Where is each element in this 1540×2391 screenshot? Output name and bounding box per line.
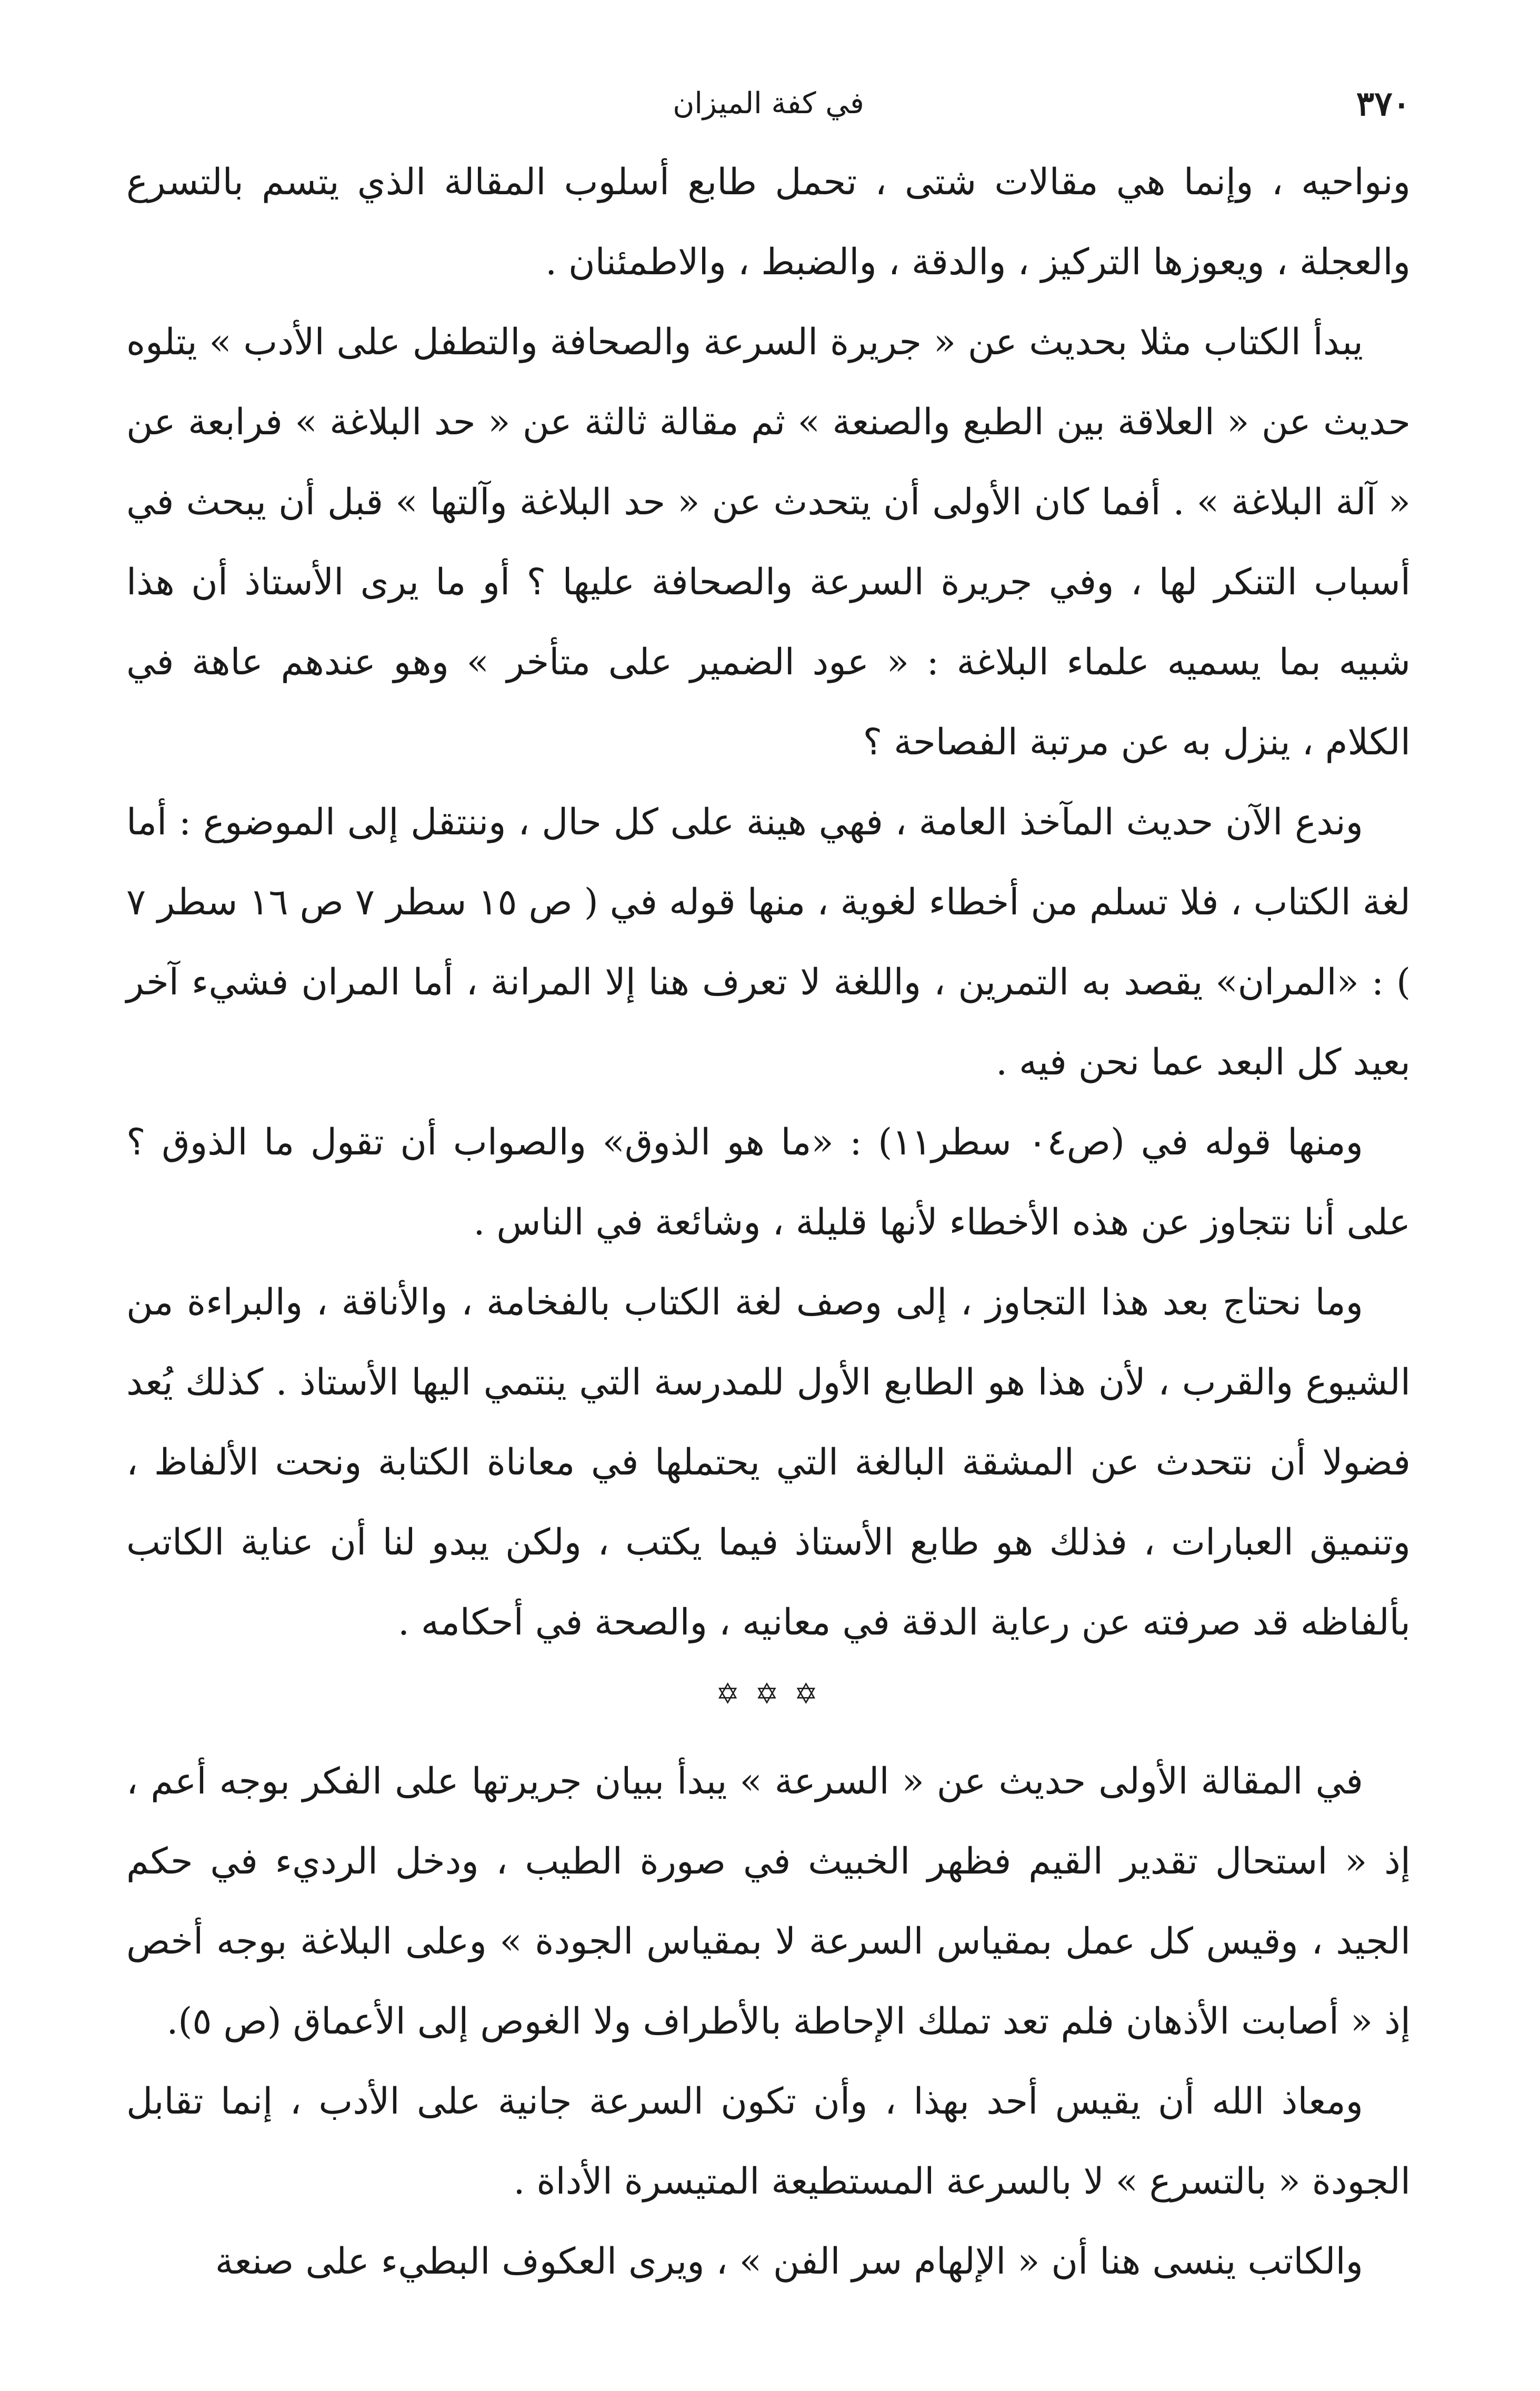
paragraph: ومنها قوله في (ص٠٤ سطر١١) : «ما هو الذوق» والصواب أن تقول ما الذوق ؟ على أنا نتجاوز عن هذه الأخطاء لأنها قليلة ، وشائعة في الناس . (126, 1121, 1411, 1243)
page-number: ٣٧٠ (1356, 84, 1411, 124)
running-title: في كفة الميزان (673, 86, 864, 121)
paragraph: في المقالة الأولى حديث عن « السرعة » يبدأ ببيان جريرتها على الفكر بوجه أعم ، إذ « استحال تقدير القيم فظهر الخبيث في صورة الطيب ، ودخل الرديء في حكم الجيد ، وقيس كل عمل بمقياس السرعة لا بمقياس الجودة » وعلى البلاغة بوجه أخص إذ « أصابت الأذهان فلم تعد تملك الإحاطة بالأطراف ولا الغوص إلى الأعماق (ص ٥). (126, 1760, 1411, 2043)
section-separator: ✡ ✡ ✡ (715, 1677, 822, 1710)
paragraph: يبدأ الكتاب مثلا بحديث عن « جريرة السرعة والصحافة والتطفل على الأدب » يتلوه حديث عن « العلاقة بين الطبع والصنعة » ثم مقالة ثالثة عن « حد البلاغة » فرابعة عن « آلة البلاغة » . أفما كان الأولى أن يتحدث عن « حد البلاغة وآلتها » قبل أن يبحث في أسباب التنكر لها ، وفي جريرة السرعة والصحافة عليها ؟ أو ما يرى الأستاذ أن هذا شبيه بما يسميه علماء البلاغة : « عود الضمير على متأخر » وهو عندهم عاهة في الكلام ، ينزل به عن مرتبة الفصاحة ؟ (126, 321, 1411, 763)
running-header (126, 74, 1411, 137)
section-one (126, 142, 1411, 1662)
paragraph: وندع الآن حديث المآخذ العامة ، فهي هينة على كل حال ، وننتقل إلى الموضوع : أما لغة الكتاب ، فلا تسلم من أخطاء لغوية ، منها قوله في ( ص ١٥ سطر ٧ ص ١٦ سطر ٧ ) : «المران» يقصد به التمرين ، واللغة لا تعرف هنا إلا المرانة ، أما المران فشيء آخر بعيد كل البعد عما نحن فيه . (126, 801, 1411, 1083)
paragraph: وما نحتاج بعد هذا التجاوز ، إلى وصف لغة الكتاب بالفخامة ، والأناقة ، والبراءة من الشيوع والقرب ، لأن هذا هو الطابع الأول للمدرسة التي ينتمي اليها الأستاذ . كذلك يُعد فضولا أن نتحدث عن المشقة البالغة التي يحتملها في معاناة الكتابة ونحت الألفاظ ، وتنميق العبارات ، فذلك هو طابع الأستاذ فيما يكتب ، ولكن يبدو لنا أن عناية الكاتب بألفاظه قد صرفته عن رعاية الدقة في معانيه ، والصحة في أحكامه . (126, 1281, 1411, 1643)
paragraph: ومعاذ الله أن يقيس أحد بهذا ، وأن تكون السرعة جانية على الأدب ، إنما تقابل الجودة « بالتسرع » لا بالسرعة المستطيعة المتيسرة الأداة . (126, 2080, 1411, 2203)
section-two (126, 1741, 1411, 2302)
book-page (126, 74, 1411, 2337)
paragraph: والكاتب ينسى هنا أن « الإلهام سر الفن » ، ويرى العكوف البطيء على صنعة (215, 2240, 1363, 2283)
paragraph: ونواحيه ، وإنما هي مقالات شتى ، تحمل طابع أسلوب المقالة الذي يتسم بالتسرع والعجلة ، ويعوزها التركيز ، والدقة ، والضبط ، والاطمئنان . (126, 161, 1411, 283)
